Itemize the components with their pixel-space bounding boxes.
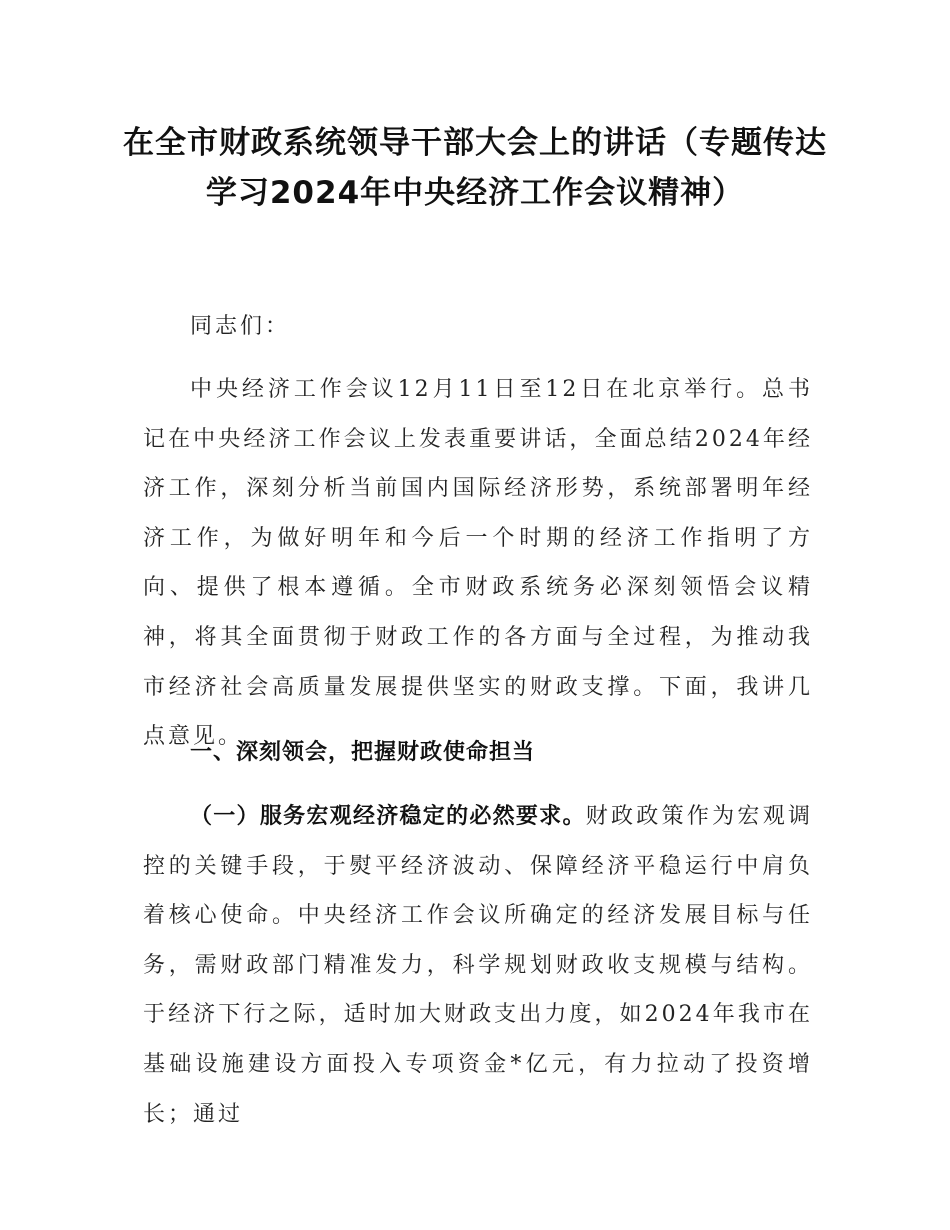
section-heading: 一、深刻领会，把握财政使命担当	[190, 740, 536, 765]
subsection-text: 财政政策作为宏观调控的关键手段，于熨平经济波动、保障经济平稳运行中肩负着核心使命。中央经济工作会议所确定的经济发展目标与任务，需财政部门精准发力，科学规划财政收支规模与结构。于经济下行之际，适时加大财政支出力度，如2024年我市在基础设施建设方面投入专项资金*亿元，有力拉动了投资增长；通过	[143, 804, 813, 1127]
intro-paragraph: 中央经济工作会议12月11日至12日在北京举行。总书记在中央经济工作会议上发表重要讲话，全面总结2024年经济工作，深刻分析当前国内国际经济形势，系统部署明年经济工作，为做好明年和今后一个时期的经济工作指明了方向、提供了根本遵循。全市财政系统务必深刻领悟会议精神，将其全面贯彻于财政工作的各方面与全过程，为推动我市经济社会高质量发展提供坚实的财政支撑。下面，我讲几点意见。	[143, 377, 813, 750]
subsection-paragraph	[143, 792, 813, 1139]
document-title: 在全市财政系统领导干部大会上的讲话（专题传达学习2024年中央经济工作会议精神）	[123, 125, 827, 211]
subsection-heading: （一）服务宏观经济稳定的必然要求。	[190, 804, 586, 829]
salutation: 同志们：	[190, 314, 291, 339]
